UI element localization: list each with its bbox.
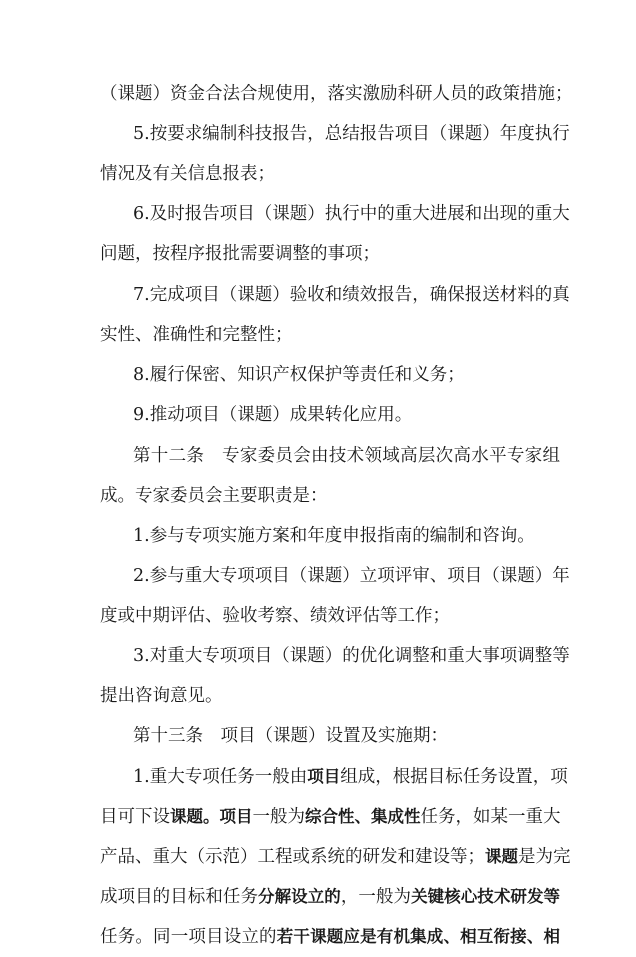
bold-text-run: 关键核心技术研发等 [411, 887, 561, 906]
text-run: 9.推动项目（课题）成果转化应用。 [133, 405, 413, 425]
text-line [133, 114, 570, 154]
text-line [100, 917, 560, 957]
text-line [133, 516, 560, 556]
text-line [133, 436, 560, 476]
text-line [100, 676, 560, 716]
bold-text-run: 课题。项目 [170, 807, 253, 826]
text-run: 提出咨询意见。 [100, 686, 223, 706]
text-run: 第十二条 专家委员会由技术领域高层次高水平专家组 [133, 446, 560, 466]
text-line [100, 154, 560, 194]
text-run: 产品、重大（示范）工程或系统的研发和建设等； [100, 847, 485, 867]
text-run: 3.对重大专项项目（课题）的优化调整和重大事项调整等 [133, 646, 570, 666]
text-run: 问题，按程序报批需要调整的事项； [100, 244, 380, 264]
text-run: 目可下设 [100, 807, 170, 827]
bold-text-run: 综合性、集成性 [305, 807, 421, 826]
text-line [133, 395, 560, 435]
text-run: 8.履行保密、知识产权保护等责任和义务； [133, 365, 465, 385]
text-line [133, 716, 560, 756]
text-run: 1.参与专项实施方案和年度申报指南的编制和咨询。 [133, 526, 535, 546]
text-line [100, 234, 560, 274]
text-run: 一般为 [252, 807, 305, 827]
text-line [133, 275, 570, 315]
text-run: 任务，如某一重大 [420, 807, 561, 827]
text-line [133, 556, 570, 596]
text-run: ，一般为 [340, 887, 412, 907]
text-run: 组成，根据目标任务设置，项 [340, 767, 568, 787]
text-run: 6.及时报告项目（课题）执行中的重大进展和出现的重大 [133, 204, 570, 224]
text-run: 是为完 [518, 847, 571, 867]
text-run: 度或中期评估、验收考察、绩效评估等工作； [100, 606, 450, 626]
text-line [100, 596, 560, 636]
text-run: 第十三条 项目（课题）设置及实施期： [133, 726, 448, 746]
text-line [133, 194, 570, 234]
text-line [100, 877, 560, 917]
text-line [133, 636, 570, 676]
text-run: 5.按要求编制科技报告，总结报告项目（课题）年度执行 [133, 124, 570, 144]
bold-text-run: 项目 [307, 767, 341, 786]
text-line [100, 315, 560, 355]
text-run: 7.完成项目（课题）验收和绩效报告，确保报送材料的真 [133, 285, 570, 305]
bold-text-run: 分解设立的 [258, 887, 341, 906]
text-run: 实性、准确性和完整性； [100, 325, 293, 345]
text-line [133, 757, 568, 797]
bold-text-run: 若干课题应是有机集成、相互衔接、相 [276, 927, 561, 946]
text-line [133, 355, 560, 395]
text-run: 成项目的目标和任务 [100, 887, 259, 907]
text-run: 1.重大专项任务一般由 [133, 767, 308, 787]
text-run: 成。专家委员会主要职责是： [100, 486, 328, 506]
text-run: 任务。同一项目设立的 [100, 927, 277, 947]
text-line [100, 837, 571, 877]
text-line [100, 476, 560, 516]
bold-text-run: 课题 [485, 847, 518, 866]
text-line [100, 74, 573, 114]
text-line [100, 797, 560, 837]
text-run: 2.参与重大专项项目（课题）立项评审、项目（课题）年 [133, 566, 570, 586]
text-run: 情况及有关信息报表； [100, 164, 275, 184]
text-run: （课题）资金合法合规使用，落实激励科研人员的政策措施； [100, 84, 573, 104]
